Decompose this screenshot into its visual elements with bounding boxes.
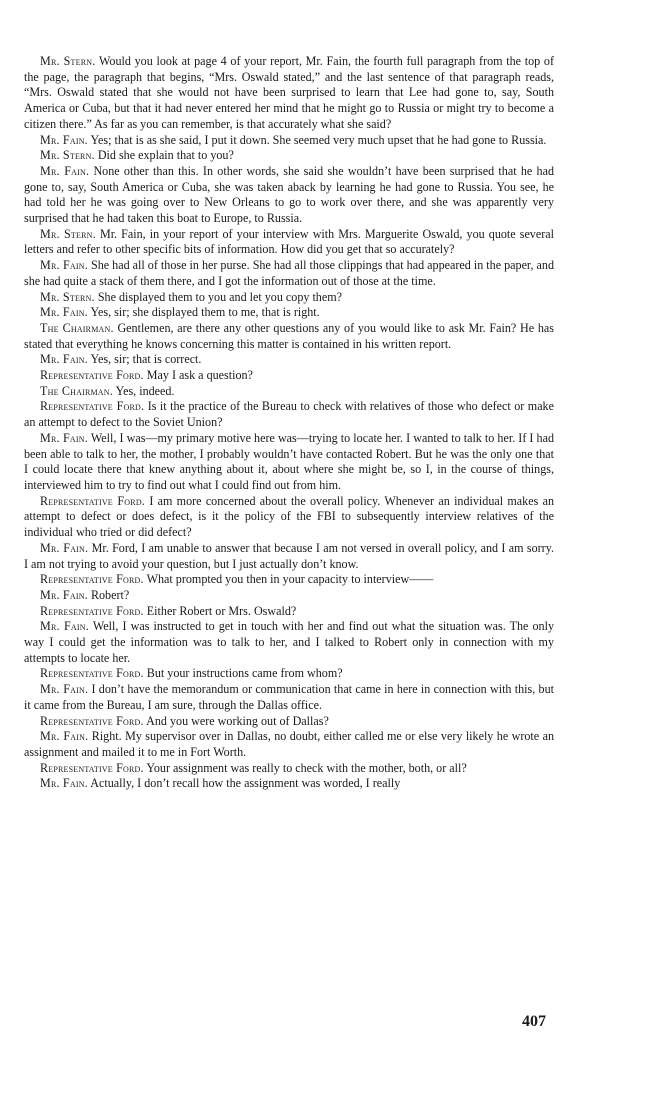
speaker-name: Mr. Fain.	[40, 540, 89, 555]
testimony-paragraph	[24, 714, 554, 730]
testimony-text: Yes; that is as she said, I put it down. She seemed very much upset that he had gone to Russia.	[90, 132, 547, 147]
testimony-text: Well, I was instructed to get in touch with her and find out what the situation was. The only way I could get the information was to talk to her, and I talked to Robert only in connection with my attempts to locate her.	[24, 619, 555, 665]
testimony-paragraph	[24, 148, 554, 164]
speaker-name: Mr. Stern.	[40, 54, 96, 68]
testimony-paragraph	[24, 761, 554, 777]
testimony-paragraph	[24, 604, 554, 620]
testimony-paragraph	[24, 494, 554, 541]
testimony-text: Yes, indeed.	[115, 383, 175, 398]
testimony-paragraph	[24, 682, 554, 713]
speaker-name: The Chairman.	[40, 383, 113, 398]
testimony-paragraph	[24, 384, 554, 400]
speaker-name: Mr. Fain.	[40, 619, 89, 634]
testimony-paragraph	[24, 368, 554, 384]
testimony-text: Yes, sir; that is correct.	[90, 352, 202, 367]
testimony-paragraph	[24, 133, 554, 149]
speaker-name: Mr. Fain.	[40, 682, 89, 697]
testimony-text: What prompted you then in your capacity to interview——	[146, 572, 434, 587]
testimony-text: Mr. Fain, in your report of your interview with Mrs. Marguerite Oswald, you quote several letters and refer to other specific bits of information. How did you get that so accurately?	[24, 226, 554, 257]
testimony-text: I don’t have the memorandum or communication that came in here in connection with this, but it came from the Bureau, I am sure, through the Dallas office.	[24, 682, 554, 712]
testimony-text: Mr. Ford, I am unable to answer that because I am not versed in overall policy, and I am sorry. I am not trying to avoid your question, but I just actually don’t know.	[24, 540, 554, 571]
testimony-paragraph	[24, 290, 554, 306]
speaker-name: Representative Ford.	[40, 760, 144, 775]
speaker-name: Representative Ford.	[40, 603, 144, 618]
testimony-text: Would you look at page 4 of your report, Mr. Fain, the fourth full paragraph from the top of the page, the paragraph that begins, “Mrs. Oswald stated,” and the last sentence of that paragraph reads, “Mrs. Oswald stated that she would not have been surprised to learn that Lee had gone to, say, South America or Cuba, but that it had never entered her mind that he might go to Russia or might try to become a citizen there.” As far as you can remember, is that accurately what she said?	[24, 54, 554, 131]
testimony-paragraph	[24, 541, 554, 572]
speaker-name: Representative Ford.	[40, 368, 144, 383]
testimony-text: Is it the practice of the Bureau to check with relatives of those who defect or make an attempt to defect to the Soviet Union?	[24, 399, 554, 430]
speaker-name: Representative Ford.	[40, 493, 146, 508]
testimony-text: Your assignment was really to check with the mother, both, or all?	[146, 760, 467, 775]
speaker-name: Mr. Stern.	[40, 226, 96, 241]
testimony-text: She had all of those in her purse. She had all those clippings that had appeared in the paper, and she had quite a stack of them there, and I got the information out of those at the time.	[24, 258, 555, 288]
testimony-paragraph	[24, 352, 554, 368]
testimony-paragraph	[24, 776, 554, 792]
speaker-name: Mr. Fain.	[40, 430, 88, 445]
testimony-paragraph	[24, 54, 554, 133]
testimony-text: May I ask a question?	[146, 368, 253, 383]
speaker-name: Representative Ford.	[40, 666, 144, 681]
testimony-text: Right. My supervisor over in Dallas, no doubt, either called me or else very likely he wrote an assignment and mailed it to me in Fort Worth.	[24, 729, 554, 759]
testimony-paragraph	[24, 164, 554, 227]
testimony-paragraph	[24, 572, 554, 588]
testimony-text: Did she explain that to you?	[97, 148, 234, 163]
testimony-paragraph	[24, 729, 554, 760]
speaker-name: Mr. Stern.	[40, 148, 95, 163]
speaker-name: Mr. Fain.	[40, 587, 88, 602]
testimony-text: Gentlemen, are there any other questions any of you would like to ask Mr. Fain? He has stated that everything he knows concerning this matter is contained in his written report.	[24, 320, 554, 351]
testimony-text: But your instructions came from whom?	[146, 666, 343, 681]
testimony-text: And you were working out of Dallas?	[146, 713, 329, 728]
speaker-name: Mr. Fain.	[40, 258, 88, 273]
testimony-paragraph	[24, 666, 554, 682]
transcript-body	[24, 54, 554, 792]
testimony-text: I am more concerned about the overall policy. Whenever an individual makes an attempt to defect or does defect, is it the policy of the FBI to subsequently interview relatives of the individual who tried or did defect?	[24, 493, 554, 540]
testimony-text: Either Robert or Mrs. Oswald?	[146, 603, 297, 618]
speaker-name: Representative Ford.	[40, 572, 144, 587]
speaker-name: Mr. Fain.	[40, 729, 89, 744]
testimony-text: Actually, I don’t recall how the assignment was worded, I really	[90, 776, 401, 791]
testimony-paragraph	[24, 321, 554, 352]
testimony-paragraph	[24, 305, 554, 321]
testimony-paragraph	[24, 431, 554, 494]
testimony-paragraph	[24, 588, 554, 604]
speaker-name: Mr. Fain.	[40, 163, 90, 178]
page-number: 407	[522, 1013, 546, 1030]
speaker-name: Representative Ford.	[40, 399, 145, 414]
testimony-text: Well, I was—my primary motive here was—trying to locate her. I wanted to talk to her. If I had been able to talk to her, the mother, I probably wouldn’t have contacted Robert. But he was the only one that I could locate there that knew anything about it, about where she might be, so I, in the course of things, interviewed him to try to find out what I could find out from him.	[24, 430, 555, 492]
speaker-name: Representative Ford.	[40, 713, 144, 728]
testimony-paragraph	[24, 399, 554, 430]
testimony-text: She displayed them to you and let you copy them?	[97, 289, 342, 304]
speaker-name: The Chairman.	[40, 320, 114, 335]
testimony-paragraph	[24, 258, 554, 289]
testimony-text: Robert?	[90, 587, 130, 602]
testimony-text: None other than this. In other words, she said she wouldn’t have been surprised that he had gone to, say, South America or Cuba, she was taken aback by learning he had gone to Russia. You see, he had told her he was going over to New Orleans to go to work over there, and she was apparently very surprised that he had taken this boat to Europe, to Russia.	[24, 163, 554, 226]
testimony-paragraph	[24, 619, 554, 666]
testimony-paragraph	[24, 227, 554, 258]
speaker-name: Mr. Stern.	[40, 289, 95, 304]
speaker-name: Mr. Fain.	[40, 352, 88, 367]
speaker-name: Mr. Fain.	[40, 132, 88, 147]
testimony-text: Yes, sir; she displayed them to me, that is right.	[90, 305, 320, 320]
speaker-name: Mr. Fain.	[40, 305, 88, 320]
speaker-name: Mr. Fain.	[40, 776, 88, 791]
